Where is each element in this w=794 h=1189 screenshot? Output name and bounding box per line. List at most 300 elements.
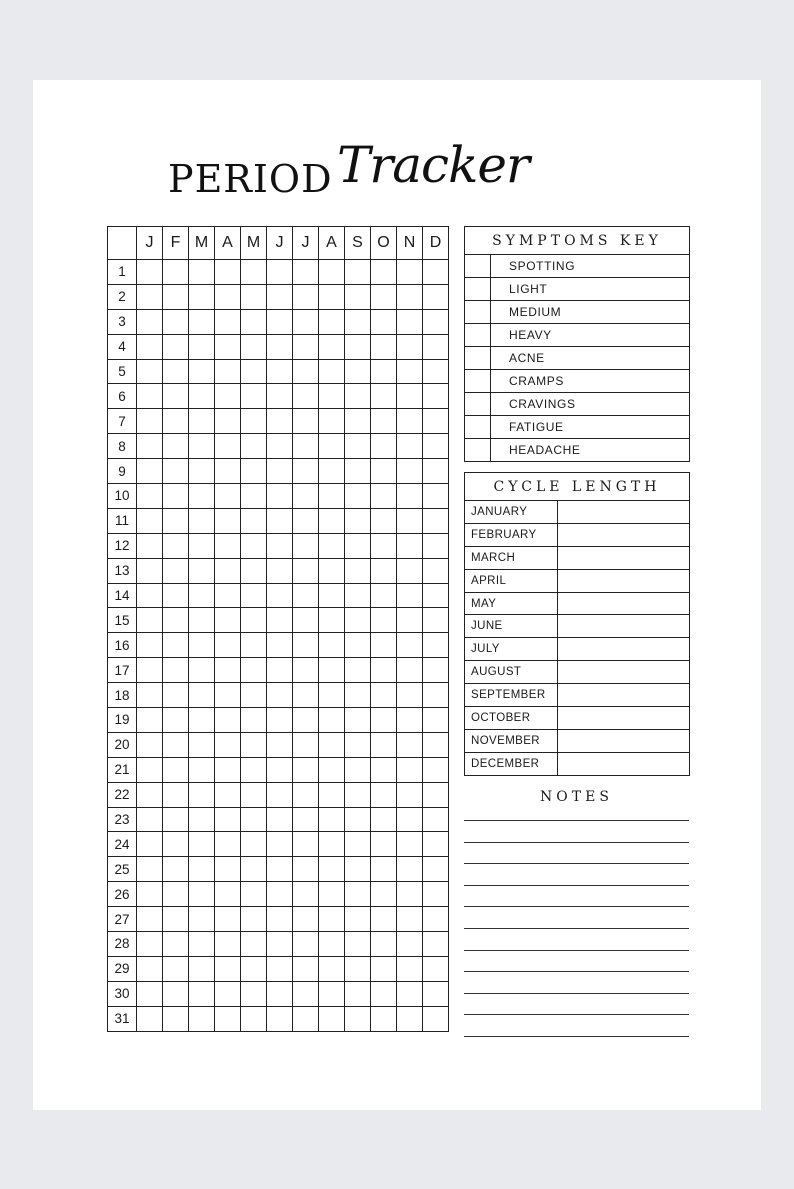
tracker-cell[interactable]: [397, 608, 423, 633]
tracker-cell[interactable]: [241, 508, 267, 533]
tracker-cell[interactable]: [319, 260, 345, 285]
tracker-cell[interactable]: [241, 484, 267, 509]
tracker-cell[interactable]: [137, 384, 163, 409]
cycle-length-field[interactable]: [558, 501, 689, 523]
tracker-cell[interactable]: [371, 334, 397, 359]
tracker-cell[interactable]: [345, 807, 371, 832]
tracker-cell[interactable]: [423, 608, 449, 633]
tracker-cell[interactable]: [319, 359, 345, 384]
tracker-cell[interactable]: [163, 583, 189, 608]
tracker-cell[interactable]: [371, 932, 397, 957]
tracker-cell[interactable]: [189, 956, 215, 981]
tracker-cell[interactable]: [189, 683, 215, 708]
tracker-cell[interactable]: [267, 1006, 293, 1031]
tracker-cell[interactable]: [137, 633, 163, 658]
tracker-cell[interactable]: [371, 807, 397, 832]
cycle-length-field[interactable]: [558, 615, 689, 637]
cycle-length-field[interactable]: [558, 707, 689, 729]
tracker-cell[interactable]: [397, 384, 423, 409]
tracker-cell[interactable]: [319, 807, 345, 832]
tracker-cell[interactable]: [319, 608, 345, 633]
tracker-cell[interactable]: [163, 359, 189, 384]
tracker-cell[interactable]: [163, 956, 189, 981]
tracker-cell[interactable]: [137, 757, 163, 782]
tracker-cell[interactable]: [241, 459, 267, 484]
tracker-cell[interactable]: [189, 309, 215, 334]
tracker-cell[interactable]: [423, 484, 449, 509]
tracker-cell[interactable]: [189, 384, 215, 409]
symptom-color-box[interactable]: [465, 370, 491, 392]
tracker-cell[interactable]: [319, 956, 345, 981]
tracker-cell[interactable]: [137, 508, 163, 533]
tracker-cell[interactable]: [423, 459, 449, 484]
tracker-cell[interactable]: [423, 956, 449, 981]
tracker-cell[interactable]: [163, 1006, 189, 1031]
tracker-cell[interactable]: [423, 708, 449, 733]
tracker-cell[interactable]: [371, 782, 397, 807]
tracker-cell[interactable]: [241, 284, 267, 309]
tracker-cell[interactable]: [319, 757, 345, 782]
tracker-cell[interactable]: [397, 484, 423, 509]
tracker-cell[interactable]: [397, 583, 423, 608]
tracker-cell[interactable]: [319, 882, 345, 907]
tracker-cell[interactable]: [423, 882, 449, 907]
tracker-cell[interactable]: [319, 409, 345, 434]
tracker-cell[interactable]: [371, 583, 397, 608]
tracker-cell[interactable]: [397, 284, 423, 309]
tracker-cell[interactable]: [345, 633, 371, 658]
tracker-cell[interactable]: [215, 409, 241, 434]
tracker-cell[interactable]: [371, 284, 397, 309]
tracker-cell[interactable]: [319, 508, 345, 533]
tracker-cell[interactable]: [319, 384, 345, 409]
tracker-cell[interactable]: [137, 484, 163, 509]
tracker-cell[interactable]: [293, 832, 319, 857]
tracker-cell[interactable]: [319, 558, 345, 583]
tracker-cell[interactable]: [397, 533, 423, 558]
tracker-cell[interactable]: [137, 334, 163, 359]
tracker-cell[interactable]: [163, 857, 189, 882]
tracker-cell[interactable]: [241, 608, 267, 633]
tracker-cell[interactable]: [397, 932, 423, 957]
tracker-cell[interactable]: [319, 732, 345, 757]
tracker-cell[interactable]: [215, 434, 241, 459]
tracker-cell[interactable]: [319, 533, 345, 558]
tracker-cell[interactable]: [267, 608, 293, 633]
tracker-cell[interactable]: [137, 683, 163, 708]
tracker-cell[interactable]: [241, 832, 267, 857]
tracker-cell[interactable]: [371, 260, 397, 285]
tracker-cell[interactable]: [345, 508, 371, 533]
tracker-cell[interactable]: [189, 907, 215, 932]
tracker-cell[interactable]: [267, 832, 293, 857]
tracker-cell[interactable]: [319, 1006, 345, 1031]
tracker-cell[interactable]: [137, 857, 163, 882]
tracker-cell[interactable]: [397, 309, 423, 334]
tracker-cell[interactable]: [189, 284, 215, 309]
tracker-cell[interactable]: [293, 558, 319, 583]
tracker-cell[interactable]: [319, 708, 345, 733]
tracker-cell[interactable]: [163, 334, 189, 359]
tracker-cell[interactable]: [345, 583, 371, 608]
symptom-color-box[interactable]: [465, 301, 491, 323]
tracker-cell[interactable]: [371, 832, 397, 857]
cycle-length-field[interactable]: [558, 730, 689, 752]
cycle-length-field[interactable]: [558, 593, 689, 615]
tracker-cell[interactable]: [267, 757, 293, 782]
tracker-cell[interactable]: [319, 782, 345, 807]
tracker-cell[interactable]: [371, 508, 397, 533]
tracker-cell[interactable]: [423, 284, 449, 309]
tracker-cell[interactable]: [423, 907, 449, 932]
tracker-cell[interactable]: [423, 359, 449, 384]
tracker-cell[interactable]: [137, 956, 163, 981]
tracker-cell[interactable]: [293, 409, 319, 434]
tracker-cell[interactable]: [423, 932, 449, 957]
tracker-cell[interactable]: [397, 459, 423, 484]
tracker-cell[interactable]: [215, 732, 241, 757]
tracker-cell[interactable]: [293, 708, 319, 733]
tracker-cell[interactable]: [215, 309, 241, 334]
tracker-cell[interactable]: [137, 583, 163, 608]
tracker-cell[interactable]: [371, 956, 397, 981]
tracker-cell[interactable]: [345, 558, 371, 583]
tracker-cell[interactable]: [189, 484, 215, 509]
tracker-cell[interactable]: [163, 932, 189, 957]
tracker-cell[interactable]: [267, 732, 293, 757]
tracker-cell[interactable]: [215, 932, 241, 957]
notes-line[interactable]: [464, 1036, 689, 1037]
tracker-cell[interactable]: [163, 757, 189, 782]
tracker-cell[interactable]: [267, 583, 293, 608]
tracker-cell[interactable]: [345, 260, 371, 285]
tracker-cell[interactable]: [371, 359, 397, 384]
tracker-cell[interactable]: [397, 981, 423, 1006]
tracker-cell[interactable]: [137, 807, 163, 832]
notes-line[interactable]: [464, 885, 689, 886]
tracker-cell[interactable]: [267, 956, 293, 981]
tracker-cell[interactable]: [345, 956, 371, 981]
tracker-cell[interactable]: [319, 334, 345, 359]
tracker-cell[interactable]: [397, 757, 423, 782]
tracker-cell[interactable]: [371, 658, 397, 683]
tracker-cell[interactable]: [345, 882, 371, 907]
notes-line[interactable]: [464, 863, 689, 864]
tracker-cell[interactable]: [241, 1006, 267, 1031]
tracker-cell[interactable]: [189, 757, 215, 782]
tracker-cell[interactable]: [345, 533, 371, 558]
tracker-cell[interactable]: [137, 459, 163, 484]
tracker-cell[interactable]: [215, 832, 241, 857]
tracker-cell[interactable]: [371, 409, 397, 434]
tracker-cell[interactable]: [293, 907, 319, 932]
tracker-cell[interactable]: [137, 1006, 163, 1031]
tracker-cell[interactable]: [345, 484, 371, 509]
tracker-cell[interactable]: [215, 683, 241, 708]
tracker-cell[interactable]: [215, 608, 241, 633]
tracker-cell[interactable]: [423, 583, 449, 608]
tracker-cell[interactable]: [137, 782, 163, 807]
tracker-cell[interactable]: [189, 508, 215, 533]
tracker-cell[interactable]: [293, 807, 319, 832]
notes-line[interactable]: [464, 906, 689, 907]
tracker-cell[interactable]: [345, 658, 371, 683]
tracker-cell[interactable]: [371, 434, 397, 459]
tracker-cell[interactable]: [293, 309, 319, 334]
tracker-cell[interactable]: [397, 708, 423, 733]
tracker-cell[interactable]: [189, 359, 215, 384]
cycle-length-field[interactable]: [558, 684, 689, 706]
tracker-cell[interactable]: [215, 857, 241, 882]
tracker-cell[interactable]: [189, 459, 215, 484]
tracker-cell[interactable]: [423, 309, 449, 334]
tracker-cell[interactable]: [371, 608, 397, 633]
cycle-length-field[interactable]: [558, 638, 689, 660]
tracker-cell[interactable]: [319, 907, 345, 932]
tracker-cell[interactable]: [345, 857, 371, 882]
tracker-cell[interactable]: [319, 658, 345, 683]
tracker-cell[interactable]: [293, 956, 319, 981]
tracker-cell[interactable]: [267, 708, 293, 733]
tracker-cell[interactable]: [189, 807, 215, 832]
tracker-cell[interactable]: [319, 284, 345, 309]
notes-line[interactable]: [464, 971, 689, 972]
tracker-cell[interactable]: [397, 558, 423, 583]
tracker-cell[interactable]: [241, 359, 267, 384]
tracker-cell[interactable]: [241, 409, 267, 434]
tracker-cell[interactable]: [215, 807, 241, 832]
tracker-cell[interactable]: [163, 484, 189, 509]
tracker-cell[interactable]: [241, 309, 267, 334]
tracker-cell[interactable]: [423, 857, 449, 882]
tracker-cell[interactable]: [215, 956, 241, 981]
tracker-cell[interactable]: [267, 932, 293, 957]
tracker-cell[interactable]: [423, 683, 449, 708]
tracker-cell[interactable]: [215, 334, 241, 359]
tracker-cell[interactable]: [397, 832, 423, 857]
tracker-cell[interactable]: [345, 932, 371, 957]
tracker-cell[interactable]: [163, 981, 189, 1006]
tracker-cell[interactable]: [189, 583, 215, 608]
tracker-cell[interactable]: [293, 683, 319, 708]
tracker-cell[interactable]: [189, 658, 215, 683]
tracker-cell[interactable]: [423, 782, 449, 807]
tracker-cell[interactable]: [345, 409, 371, 434]
tracker-cell[interactable]: [371, 708, 397, 733]
tracker-cell[interactable]: [189, 832, 215, 857]
tracker-cell[interactable]: [293, 284, 319, 309]
tracker-cell[interactable]: [319, 832, 345, 857]
tracker-cell[interactable]: [215, 260, 241, 285]
tracker-cell[interactable]: [241, 857, 267, 882]
tracker-cell[interactable]: [241, 732, 267, 757]
tracker-cell[interactable]: [189, 981, 215, 1006]
tracker-cell[interactable]: [163, 508, 189, 533]
tracker-cell[interactable]: [137, 981, 163, 1006]
tracker-cell[interactable]: [267, 782, 293, 807]
tracker-cell[interactable]: [215, 508, 241, 533]
tracker-cell[interactable]: [345, 907, 371, 932]
tracker-cell[interactable]: [137, 658, 163, 683]
tracker-cell[interactable]: [241, 956, 267, 981]
tracker-cell[interactable]: [267, 409, 293, 434]
tracker-cell[interactable]: [189, 558, 215, 583]
tracker-cell[interactable]: [241, 583, 267, 608]
tracker-cell[interactable]: [137, 732, 163, 757]
tracker-cell[interactable]: [267, 309, 293, 334]
tracker-cell[interactable]: [371, 558, 397, 583]
tracker-cell[interactable]: [163, 658, 189, 683]
tracker-cell[interactable]: [163, 409, 189, 434]
tracker-cell[interactable]: [215, 981, 241, 1006]
tracker-cell[interactable]: [423, 558, 449, 583]
tracker-cell[interactable]: [397, 434, 423, 459]
tracker-cell[interactable]: [163, 260, 189, 285]
tracker-cell[interactable]: [345, 459, 371, 484]
tracker-cell[interactable]: [189, 533, 215, 558]
tracker-cell[interactable]: [163, 708, 189, 733]
tracker-cell[interactable]: [423, 757, 449, 782]
cycle-length-field[interactable]: [558, 524, 689, 546]
tracker-cell[interactable]: [241, 807, 267, 832]
tracker-cell[interactable]: [267, 981, 293, 1006]
tracker-cell[interactable]: [163, 907, 189, 932]
tracker-cell[interactable]: [397, 807, 423, 832]
tracker-cell[interactable]: [293, 334, 319, 359]
cycle-length-field[interactable]: [558, 547, 689, 569]
tracker-cell[interactable]: [345, 981, 371, 1006]
notes-line[interactable]: [464, 950, 689, 951]
tracker-cell[interactable]: [215, 558, 241, 583]
tracker-cell[interactable]: [241, 533, 267, 558]
tracker-cell[interactable]: [163, 533, 189, 558]
tracker-cell[interactable]: [293, 1006, 319, 1031]
tracker-cell[interactable]: [293, 359, 319, 384]
tracker-cell[interactable]: [371, 907, 397, 932]
symptom-color-box[interactable]: [465, 255, 491, 277]
tracker-cell[interactable]: [423, 981, 449, 1006]
notes-line[interactable]: [464, 1014, 689, 1015]
tracker-cell[interactable]: [241, 981, 267, 1006]
tracker-cell[interactable]: [241, 932, 267, 957]
tracker-cell[interactable]: [397, 1006, 423, 1031]
tracker-cell[interactable]: [215, 484, 241, 509]
tracker-cell[interactable]: [163, 309, 189, 334]
tracker-cell[interactable]: [137, 907, 163, 932]
tracker-cell[interactable]: [293, 484, 319, 509]
tracker-cell[interactable]: [137, 608, 163, 633]
tracker-cell[interactable]: [189, 708, 215, 733]
tracker-cell[interactable]: [397, 334, 423, 359]
tracker-cell[interactable]: [293, 633, 319, 658]
tracker-cell[interactable]: [293, 658, 319, 683]
tracker-cell[interactable]: [423, 732, 449, 757]
tracker-cell[interactable]: [215, 533, 241, 558]
tracker-cell[interactable]: [371, 533, 397, 558]
tracker-cell[interactable]: [371, 1006, 397, 1031]
cycle-length-field[interactable]: [558, 753, 689, 775]
tracker-cell[interactable]: [163, 732, 189, 757]
tracker-cell[interactable]: [163, 384, 189, 409]
tracker-cell[interactable]: [397, 907, 423, 932]
tracker-cell[interactable]: [345, 434, 371, 459]
tracker-cell[interactable]: [319, 459, 345, 484]
tracker-cell[interactable]: [397, 658, 423, 683]
tracker-cell[interactable]: [163, 782, 189, 807]
tracker-cell[interactable]: [319, 932, 345, 957]
tracker-cell[interactable]: [137, 309, 163, 334]
tracker-cell[interactable]: [215, 359, 241, 384]
tracker-cell[interactable]: [163, 434, 189, 459]
tracker-cell[interactable]: [293, 608, 319, 633]
tracker-cell[interactable]: [267, 558, 293, 583]
tracker-cell[interactable]: [215, 384, 241, 409]
tracker-cell[interactable]: [345, 284, 371, 309]
tracker-cell[interactable]: [293, 260, 319, 285]
tracker-cell[interactable]: [241, 757, 267, 782]
tracker-cell[interactable]: [293, 882, 319, 907]
notes-line[interactable]: [464, 928, 689, 929]
tracker-cell[interactable]: [423, 409, 449, 434]
tracker-cell[interactable]: [397, 260, 423, 285]
tracker-cell[interactable]: [241, 683, 267, 708]
cycle-length-field[interactable]: [558, 570, 689, 592]
tracker-cell[interactable]: [241, 260, 267, 285]
tracker-cell[interactable]: [423, 807, 449, 832]
notes-line[interactable]: [464, 993, 689, 994]
tracker-cell[interactable]: [293, 782, 319, 807]
tracker-cell[interactable]: [293, 981, 319, 1006]
tracker-cell[interactable]: [241, 334, 267, 359]
tracker-cell[interactable]: [267, 459, 293, 484]
tracker-cell[interactable]: [371, 882, 397, 907]
symptom-color-box[interactable]: [465, 347, 491, 369]
tracker-cell[interactable]: [319, 683, 345, 708]
tracker-cell[interactable]: [189, 882, 215, 907]
tracker-cell[interactable]: [215, 757, 241, 782]
tracker-cell[interactable]: [137, 708, 163, 733]
tracker-cell[interactable]: [189, 782, 215, 807]
tracker-cell[interactable]: [423, 533, 449, 558]
tracker-cell[interactable]: [241, 434, 267, 459]
tracker-cell[interactable]: [319, 583, 345, 608]
tracker-cell[interactable]: [371, 732, 397, 757]
tracker-cell[interactable]: [423, 334, 449, 359]
tracker-cell[interactable]: [423, 434, 449, 459]
tracker-cell[interactable]: [293, 583, 319, 608]
tracker-cell[interactable]: [189, 608, 215, 633]
tracker-cell[interactable]: [397, 732, 423, 757]
tracker-cell[interactable]: [267, 508, 293, 533]
tracker-cell[interactable]: [163, 633, 189, 658]
tracker-cell[interactable]: [319, 309, 345, 334]
tracker-cell[interactable]: [241, 384, 267, 409]
tracker-cell[interactable]: [137, 882, 163, 907]
tracker-cell[interactable]: [293, 459, 319, 484]
tracker-cell[interactable]: [267, 683, 293, 708]
tracker-cell[interactable]: [137, 284, 163, 309]
tracker-cell[interactable]: [319, 484, 345, 509]
tracker-cell[interactable]: [345, 309, 371, 334]
tracker-cell[interactable]: [319, 857, 345, 882]
symptom-color-box[interactable]: [465, 278, 491, 300]
tracker-cell[interactable]: [423, 633, 449, 658]
tracker-cell[interactable]: [163, 459, 189, 484]
tracker-cell[interactable]: [371, 857, 397, 882]
tracker-cell[interactable]: [267, 882, 293, 907]
tracker-cell[interactable]: [137, 832, 163, 857]
tracker-cell[interactable]: [371, 309, 397, 334]
